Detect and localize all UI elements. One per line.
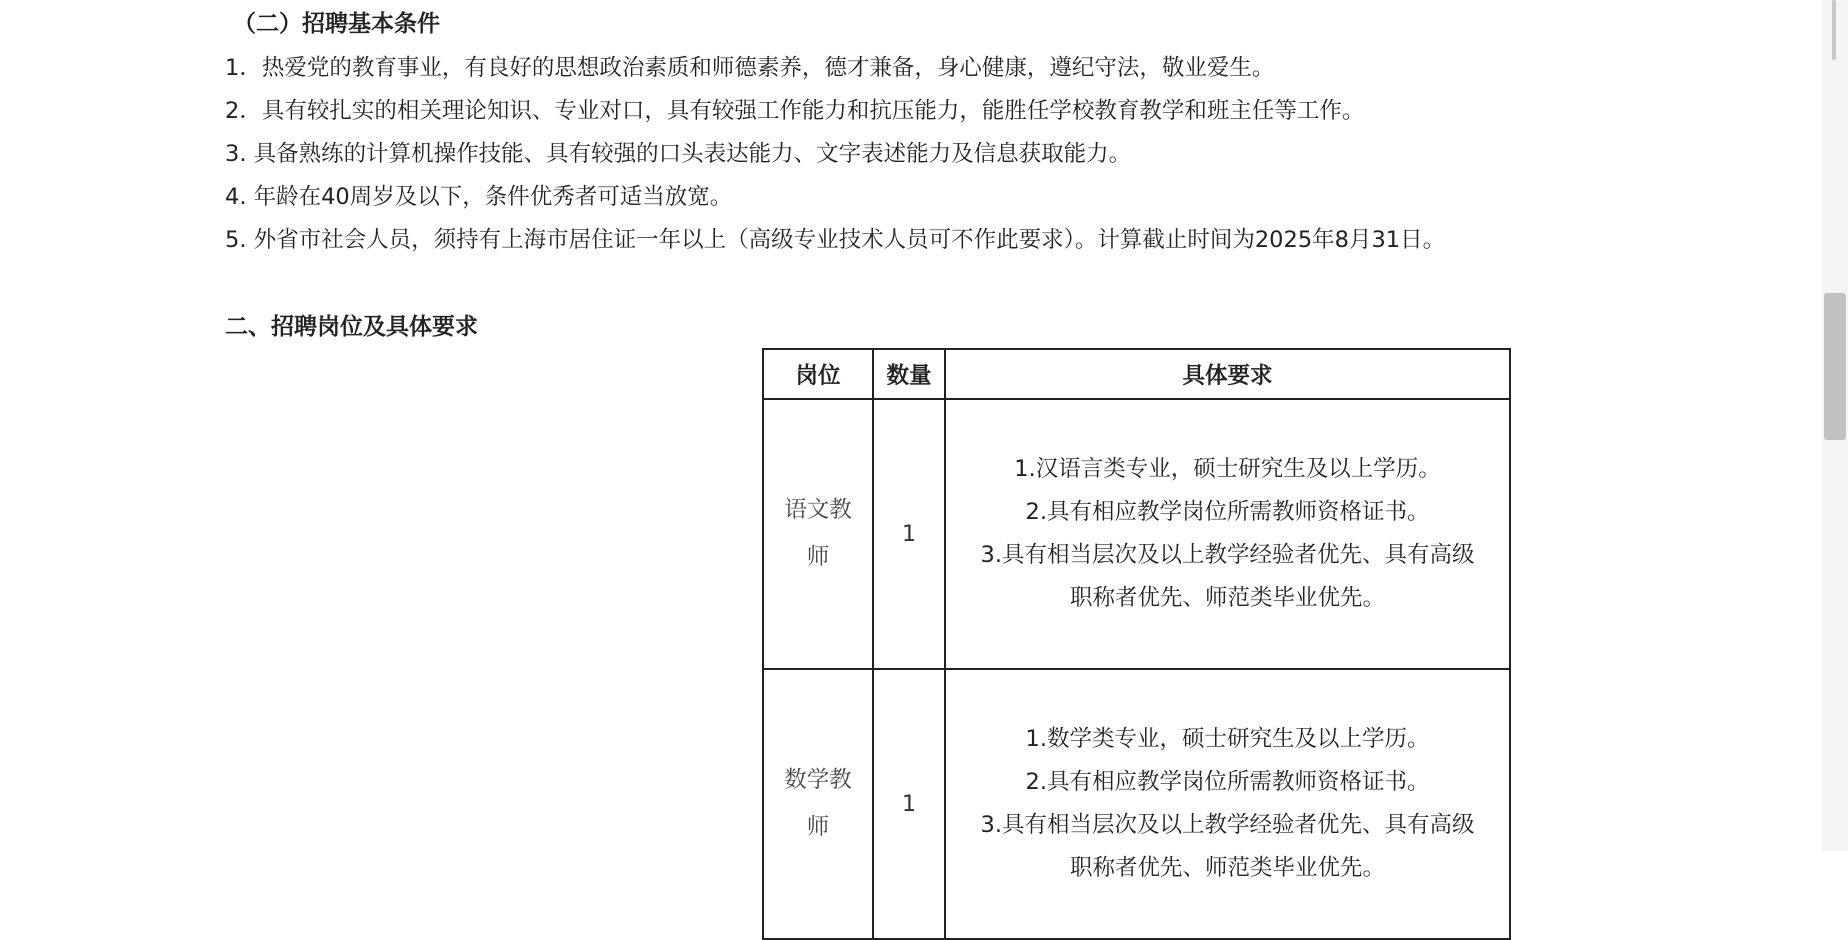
- requirements-cell: [945, 669, 1510, 939]
- requirement-line: 职称者优先、师范类毕业优先。: [1069, 585, 1385, 611]
- condition-item-2: 2．具有较扎实的相关理论知识、专业对口，具有较强工作能力和抗压能力，能胜任学校教育教学和班主任等工作。: [225, 98, 1365, 124]
- header-count: 数量: [873, 349, 945, 399]
- chevron-up-icon[interactable]: [1832, 0, 1836, 60]
- requirement-line: 2.具有相应教学岗位所需教师资格证书。: [1025, 499, 1430, 525]
- position-cell: [763, 399, 873, 669]
- table-row: [763, 669, 1510, 939]
- positions-table: [762, 348, 1511, 940]
- table-row: [763, 399, 1510, 669]
- position-name-line2: 师: [806, 544, 830, 570]
- requirement-line: 职称者优先、师范类毕业优先。: [1069, 855, 1385, 881]
- position-cell: [763, 669, 873, 939]
- basic-conditions-heading: （二）招聘基本条件: [233, 11, 440, 37]
- header-position: 岗位: [763, 349, 873, 399]
- count-cell: 1: [873, 669, 945, 939]
- position-name-line1: 语文教: [784, 497, 852, 523]
- vertical-scrollbar[interactable]: [1822, 0, 1848, 851]
- header-requirements: 具体要求: [945, 349, 1510, 399]
- requirement-line: 1.汉语言类专业，硕士研究生及以上学历。: [1014, 456, 1441, 482]
- count-cell: 1: [873, 399, 945, 669]
- condition-item-1: 1．热爱党的教育事业，有良好的思想政治素质和师德素养，德才兼备，身心健康，遵纪守法，敬业爱生。: [225, 55, 1275, 81]
- condition-item-5: 5. 外省市社会人员，须持有上海市居住证一年以上（高级专业技术人员可不作此要求）。计算截止时间为2025年8月31日。: [225, 227, 1446, 253]
- requirement-line: 2.具有相应教学岗位所需教师资格证书。: [1025, 769, 1430, 795]
- positions-section-heading: 二、招聘岗位及具体要求: [225, 314, 478, 340]
- table-header-row: [763, 349, 1510, 399]
- condition-item-3: 3. 具备熟练的计算机操作技能、具有较强的口头表达能力、文字表述能力及信息获取能力。: [225, 141, 1132, 167]
- requirement-line: 3.具有相当层次及以上教学经验者优先、具有高级: [980, 812, 1475, 838]
- requirement-line: 3.具有相当层次及以上教学经验者优先、具有高级: [980, 542, 1475, 568]
- requirement-line: 1.数学类专业，硕士研究生及以上学历。: [1025, 726, 1430, 752]
- condition-item-4: 4. 年龄在40周岁及以下，条件优秀者可适当放宽。: [225, 184, 733, 210]
- requirements-cell: [945, 399, 1510, 669]
- position-name-line2: 师: [806, 814, 830, 840]
- position-name-line1: 数学教: [784, 767, 852, 793]
- scrollbar-thumb[interactable]: [1824, 293, 1846, 440]
